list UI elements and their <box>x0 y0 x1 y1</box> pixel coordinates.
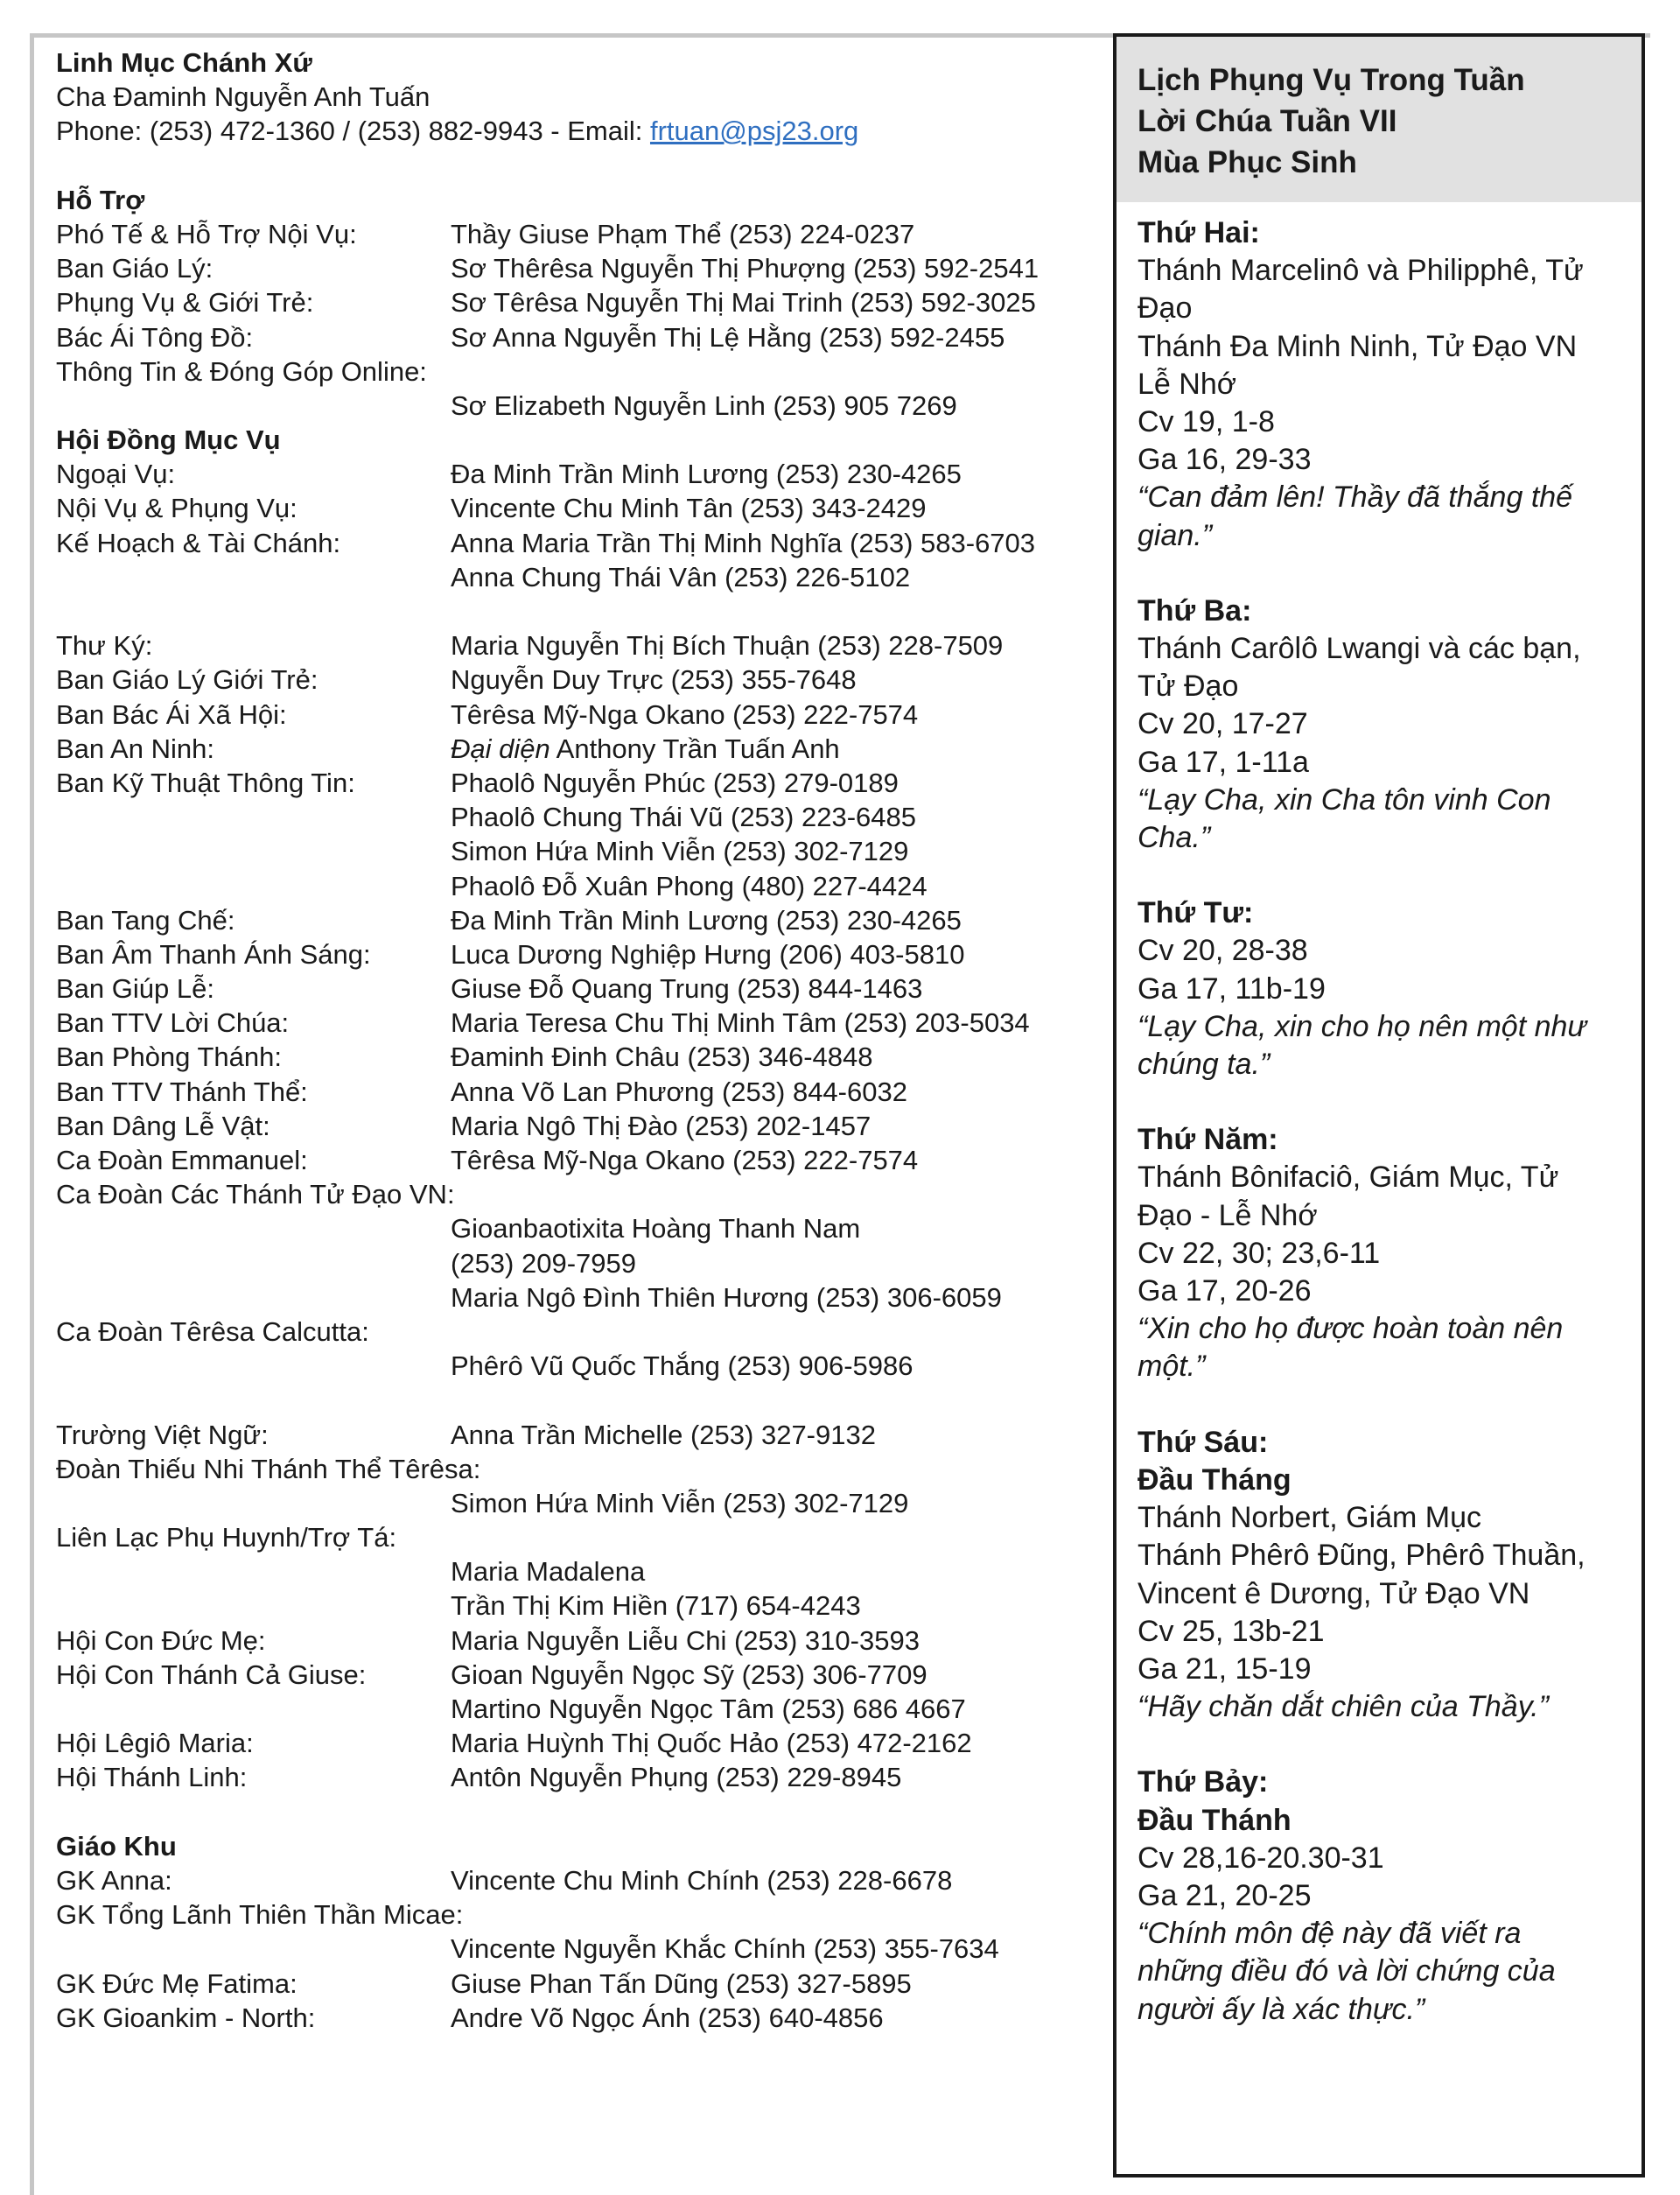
contact-value: Têrêsa Mỹ-Nga Okano (253) 222-7574 <box>451 1145 919 1175</box>
role-label: Ban Kỹ Thuật Thông Tin: <box>56 767 355 798</box>
liturgy-day <box>1138 214 1624 555</box>
pastor-phone: Phone: (253) 472-1360 / (253) 882-9943 - Email: <box>56 116 650 147</box>
reading-line: Ga 21, 15-19 <box>1138 1652 1312 1686</box>
day-title: Thứ Bảy: <box>1138 1765 1269 1799</box>
support-list <box>56 217 1088 423</box>
role-label: Nội Vụ & Phụng Vụ: <box>56 493 298 524</box>
reading-line: Vincent ê Dương, Tử Đạo VN <box>1138 1576 1530 1610</box>
role-label: Ban Phòng Thánh: <box>56 1041 282 1073</box>
directory-row <box>56 1932 1088 1966</box>
reading-line: Đạo <box>1138 291 1193 326</box>
directory-row <box>56 1075 1088 1109</box>
quote-line: “Lạy Cha, xin Cha tôn vinh Con <box>1138 782 1551 817</box>
contact-value: Anna Chung Thái Vân (253) 226-5102 <box>451 561 911 593</box>
quote-line: gian.” <box>1138 518 1213 552</box>
role-label: Thư Ký: <box>56 630 153 662</box>
role-label: Bác Ái Tông Đồ: <box>56 321 254 353</box>
directory-row <box>56 663 1088 697</box>
reading-line: Thánh Phêrô Đũng, Phêrô Thuần, <box>1138 1539 1586 1573</box>
directory-column <box>56 46 1088 2035</box>
directory-row <box>56 1554 1088 1588</box>
role-label: Phụng Vụ & Giới Trẻ: <box>56 287 314 319</box>
contact-value: Maria Madalena <box>451 1556 646 1588</box>
directory-row <box>56 285 1088 319</box>
contact-value: Luca Dương Nghiệp Hưng (206) 403-5810 <box>451 938 965 970</box>
reading-line: Cv 28,16-20.30-31 <box>1138 1841 1384 1875</box>
role-label: Ban Tang Chế: <box>56 904 235 936</box>
directory-row <box>56 457 1088 491</box>
contact-value: Gioanbaotixita Hoàng Thanh Nam <box>451 1213 861 1245</box>
pastor-email-link[interactable]: frtuan@psj23.org <box>649 116 859 147</box>
quote-line: một.” <box>1138 1350 1206 1384</box>
directory-row <box>56 217 1088 251</box>
reading-line: Thánh Bônifaciô, Giám Mục, Tử <box>1138 1161 1559 1195</box>
reading-line: Thánh Marcelinô và Philipphê, Tử <box>1138 254 1584 288</box>
liturgy-day <box>1138 1424 1624 1727</box>
support-heading: Hỗ Trợ <box>56 184 145 215</box>
liturgy-header-line: Lịch Phụng Vụ Trong Tuần <box>1138 63 1525 97</box>
directory-row <box>56 800 1088 834</box>
role-label: Hội Lêgiô Maria: <box>56 1728 254 1759</box>
directory-row <box>56 1177 1088 1211</box>
directory-row <box>56 628 1088 663</box>
directory-row <box>56 526 1088 560</box>
contact-value: Đại diện Anthony Trần Tuấn Anh <box>451 733 840 764</box>
directory-row <box>56 1349 1088 1383</box>
role-label: Ca Đoàn Các Thánh Tử Đạo VN: <box>56 1179 455 1210</box>
role-label: GK Tổng Lãnh Thiên Thần Micae: <box>56 1899 464 1931</box>
ministries-list-c <box>56 1418 1088 1795</box>
contact-value: Vincente Nguyễn Khắc Chính (253) 355-7634 <box>451 1933 999 1965</box>
directory-row <box>56 834 1088 868</box>
role-label: Ban TTV Thánh Thể: <box>56 1076 308 1107</box>
reading-line: Cv 19, 1-8 <box>1138 405 1275 439</box>
reading-line: Ga 17, 1-11a <box>1138 745 1309 779</box>
directory-row <box>56 389 1088 423</box>
contact-value: Sơ Têrêsa Nguyễn Thị Mai Trinh (253) 592-3025 <box>451 287 1036 319</box>
directory-row <box>56 2001 1088 2035</box>
directory-row <box>56 1692 1088 1726</box>
contact-value: Maria Huỳnh Thị Quốc Hảo (253) 472-2162 <box>451 1728 972 1759</box>
contact-value: Đa Minh Trần Minh Lương (253) 230-4265 <box>451 459 962 490</box>
directory-row <box>56 1760 1088 1794</box>
quote-line: người ấy là xác thực.” <box>1138 1992 1425 2026</box>
quote-line: “Can đảm lên! Thầy đã thắng thế <box>1138 480 1573 515</box>
directory-row <box>56 971 1088 1006</box>
reading-line: Lễ Nhớ <box>1138 367 1237 401</box>
contact-value: Giuse Đỗ Quang Trung (253) 844-1463 <box>451 973 923 1005</box>
liturgy-panel <box>1113 33 1645 2177</box>
pastor-title: Linh Mục Chánh Xứ <box>56 47 312 78</box>
contact-value: Maria Nguyễn Thị Bích Thuận (253) 228-7509 <box>451 630 1004 662</box>
districts-list <box>56 1863 1088 2035</box>
contact-value: Trần Thị Kim Hiền (717) 654-4243 <box>451 1590 861 1622</box>
pastor-contact <box>56 114 1088 148</box>
contact-value: Têrêsa Mỹ-Nga Okano (253) 222-7574 <box>451 698 919 730</box>
directory-row <box>56 1280 1088 1315</box>
quote-line: Cha.” <box>1138 821 1211 855</box>
reading-line: Ga 17, 20-26 <box>1138 1274 1312 1308</box>
contact-value: (253) 209-7959 <box>451 1247 636 1279</box>
liturgy-day <box>1138 1121 1624 1385</box>
pastor-name: Cha Đaminh Nguyễn Anh Tuấn <box>56 81 430 113</box>
directory-row <box>56 1863 1088 1897</box>
day-title: Thứ Ba: <box>1138 593 1252 628</box>
directory-row <box>56 560 1088 594</box>
reading-line: Ga 17, 11b-19 <box>1138 971 1326 1006</box>
role-label: Liên Lạc Phụ Huynh/Trợ Tá: <box>56 1522 397 1553</box>
contact-value: Simon Hứa Minh Viễn (253) 302-7129 <box>451 836 909 867</box>
directory-row <box>56 1658 1088 1692</box>
role-label: Ban Giáo Lý: <box>56 253 214 284</box>
directory-row <box>56 1418 1088 1452</box>
liturgy-header <box>1116 37 1642 202</box>
contact-value: Nguyễn Duy Trực (253) 355-7648 <box>451 664 857 696</box>
contact-value: Đaminh Đinh Châu (253) 346-4848 <box>451 1041 873 1073</box>
reading-line: Cv 20, 17-27 <box>1138 707 1308 741</box>
role-label: Kế Hoạch & Tài Chánh: <box>56 527 341 558</box>
role-label: GK Anna: <box>56 1864 172 1896</box>
contact-value: Maria Teresa Chu Thị Minh Tâm (253) 203-5034 <box>451 1007 1030 1039</box>
contact-value: Vincente Chu Minh Tân (253) 343-2429 <box>451 493 927 524</box>
reading-line: Cv 22, 30; 23,6-11 <box>1138 1236 1381 1270</box>
role-label: Ngoại Vụ: <box>56 459 176 490</box>
quote-line: “Xin cho họ được hoàn toàn nên <box>1138 1312 1564 1346</box>
liturgy-header-line: Lời Chúa Tuần VII <box>1138 104 1397 138</box>
day-subtitle: Đầu Tháng <box>1138 1462 1292 1497</box>
directory-row <box>56 1486 1088 1520</box>
contact-value: Sơ Anna Nguyễn Thị Lệ Hằng (253) 592-2455 <box>451 321 1005 353</box>
directory-row <box>56 1623 1088 1658</box>
reading-line: Ga 16, 29-33 <box>1138 443 1312 477</box>
day-title: Thứ Năm: <box>1138 1123 1278 1157</box>
directory-row <box>56 1897 1088 1932</box>
contact-value: Thầy Giuse Phạm Thể (253) 224-0237 <box>451 218 915 249</box>
role-label: Ban TTV Lời Chúa: <box>56 1007 290 1039</box>
directory-row <box>56 937 1088 971</box>
day-title: Thứ Sáu: <box>1138 1425 1269 1459</box>
contact-value: Vincente Chu Minh Chính (253) 228-6678 <box>451 1864 953 1896</box>
contact-value: Maria Ngô Thị Đào (253) 202-1457 <box>451 1110 872 1141</box>
role-label: Ban Âm Thanh Ánh Sáng: <box>56 938 371 970</box>
role-label: GK Đức Mẹ Fatima: <box>56 1967 298 1999</box>
contact-value: Andre Võ Ngọc Ánh (253) 640-4856 <box>451 2002 884 2033</box>
reading-line: Ga 21, 20-25 <box>1138 1878 1312 1912</box>
role-label: Ban Giúp Lễ: <box>56 973 214 1005</box>
contact-value: Martino Nguyễn Ngọc Tâm (253) 686 4667 <box>451 1694 966 1724</box>
reading-line: Thánh Đa Minh Ninh, Tử Đạo VN <box>1138 329 1578 363</box>
directory-row <box>56 251 1088 285</box>
contact-value: Sơ Thêrêsa Nguyễn Thị Phượng (253) 592-2541 <box>451 253 1040 284</box>
reading-line: Thánh Carôlô Lwangi và các bạn, <box>1138 632 1581 666</box>
role-label: Hội Con Thánh Cả Giuse: <box>56 1659 367 1690</box>
directory-row <box>56 869 1088 903</box>
contact-value: Phaolô Nguyễn Phúc (253) 279-0189 <box>451 767 899 798</box>
directory-row <box>56 732 1088 766</box>
directory-row <box>56 1726 1088 1760</box>
directory-row <box>56 903 1088 937</box>
reading-line: Cv 20, 28-38 <box>1138 934 1308 968</box>
contact-value: Antôn Nguyễn Phụng (253) 229-8945 <box>451 1762 902 1793</box>
role-label: Trường Việt Ngữ: <box>56 1419 269 1450</box>
contact-value: Maria Nguyễn Liễu Chi (253) 310-3593 <box>451 1624 920 1656</box>
directory-row <box>56 698 1088 732</box>
role-label: Hội Thánh Linh: <box>56 1762 248 1793</box>
directory-row <box>56 354 1088 389</box>
role-label: Ca Đoàn Têrêsa Calcutta: <box>56 1315 369 1347</box>
directory-row <box>56 1520 1088 1554</box>
quote-line: “Hãy chăn dắt chiên của Thầy.” <box>1138 1690 1549 1724</box>
role-label: Ban Dâng Lễ Vật: <box>56 1110 270 1141</box>
directory-row <box>56 1452 1088 1486</box>
liturgy-day <box>1138 593 1624 857</box>
directory-row <box>56 320 1088 354</box>
contact-value: Simon Hứa Minh Viễn (253) 302-7129 <box>451 1487 909 1518</box>
liturgy-day <box>1138 894 1624 1083</box>
reading-line: Thánh Norbert, Giám Mục <box>1138 1501 1482 1535</box>
role-label: Ban An Ninh: <box>56 733 214 764</box>
role-label: Thông Tin & Đóng Góp Online: <box>56 355 427 387</box>
directory-row <box>56 1211 1088 1245</box>
quote-line: chúng ta.” <box>1138 1048 1270 1082</box>
role-label: Ca Đoàn Emmanuel: <box>56 1145 308 1175</box>
directory-row <box>56 1109 1088 1143</box>
role-label: Ban Bác Ái Xã Hội: <box>56 698 287 730</box>
directory-row <box>56 766 1088 800</box>
quote-line: “Lạy Cha, xin cho họ nên một như <box>1138 1009 1586 1043</box>
role-label: GK Gioankim - North: <box>56 2002 316 2033</box>
council-list <box>56 457 1088 594</box>
liturgy-day <box>1138 1764 1624 2028</box>
contact-value: Sơ Elizabeth Nguyễn Linh (253) 905 7269 <box>451 389 957 421</box>
directory-row <box>56 1315 1088 1349</box>
ministries-list <box>56 628 1088 732</box>
reading-line: Cv 25, 13b-21 <box>1138 1614 1325 1648</box>
reading-line: Đạo - Lễ Nhớ <box>1138 1198 1318 1232</box>
day-title: Thứ Tư: <box>1138 896 1254 930</box>
contact-value: Giuse Phan Tấn Dũng (253) 327-5895 <box>451 1967 912 1999</box>
contact-value: Đa Minh Trần Minh Lương (253) 230-4265 <box>451 904 962 936</box>
districts-heading: Giáo Khu <box>56 1830 177 1862</box>
role-label: Hội Con Đức Mẹ: <box>56 1624 266 1656</box>
contact-value: Phaolô Chung Thái Vũ (253) 223-6485 <box>451 802 916 833</box>
role-label: Đoàn Thiếu Nhi Thánh Thể Têrêsa: <box>56 1453 481 1484</box>
day-subtitle: Đầu Thánh <box>1138 1803 1292 1837</box>
role-label: Phó Tế & Hỗ Trợ Nội Vụ: <box>56 218 357 249</box>
reading-line: Tử Đạo <box>1138 670 1239 704</box>
quote-line: “Chính môn đệ này đã viết ra <box>1138 1917 1522 1951</box>
directory-row <box>56 1040 1088 1074</box>
directory-row <box>56 1246 1088 1280</box>
ministries-list-b <box>56 766 1088 1383</box>
day-title: Thứ Hai: <box>1138 216 1260 249</box>
contact-value: Anna Võ Lan Phương (253) 844-6032 <box>451 1076 907 1107</box>
directory-row <box>56 1006 1088 1040</box>
directory-row <box>56 491 1088 525</box>
liturgy-header-line: Mùa Phục Sinh <box>1138 145 1357 179</box>
liturgy-days <box>1116 202 1642 2029</box>
directory-row <box>56 1143 1088 1177</box>
contact-value: Anna Maria Trần Thị Minh Nghĩa (253) 583-6703 <box>451 527 1036 558</box>
contact-value: Maria Ngô Đình Thiên Hương (253) 306-6059 <box>451 1281 1002 1313</box>
role-label: Ban Giáo Lý Giới Trẻ: <box>56 664 318 696</box>
council-heading: Hội Đồng Mục Vụ <box>56 424 281 456</box>
contact-value: Phêrô Vũ Quốc Thắng (253) 906-5986 <box>451 1350 914 1382</box>
directory-row <box>56 1967 1088 2001</box>
directory-row <box>56 1588 1088 1623</box>
quote-line: những điều đó và lời chứng của <box>1138 1954 1556 1988</box>
contact-value: Anna Trần Michelle (253) 327-9132 <box>451 1419 876 1450</box>
contact-value: Phaolô Đỗ Xuân Phong (480) 227-4424 <box>451 870 928 901</box>
contact-value: Gioan Nguyễn Ngọc Sỹ (253) 306-7709 <box>451 1659 928 1690</box>
